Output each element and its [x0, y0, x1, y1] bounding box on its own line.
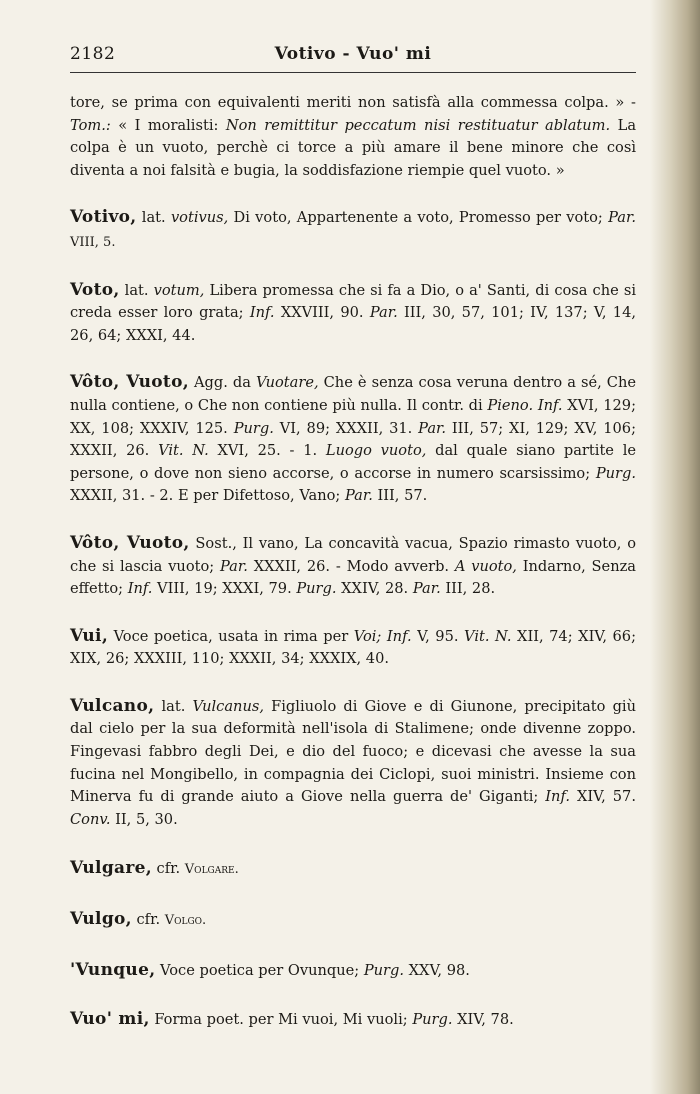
etymology: votivus, [170, 209, 229, 227]
reference: III, 57; XI, 129; XV, 106; XXXII, 26. [70, 419, 636, 460]
source-abbrev: Purg. [412, 1011, 453, 1029]
reference: XVI, 129; XX, 108; XXXIV, 125. [70, 396, 636, 437]
term: Voi; [353, 627, 382, 645]
reference: XXVIII, 90. [274, 304, 370, 322]
etymology: Vuotare, [255, 374, 319, 392]
source-abbrev: Inf. [127, 580, 153, 598]
source-abbrev: Inf. [545, 788, 570, 806]
source-abbrev: Inf. [249, 304, 275, 322]
source-abbrev: Inf. [537, 396, 563, 414]
source-abbrev: Par. [369, 304, 398, 322]
term: A vuoto, [454, 557, 517, 575]
reference: XXV, 98. [404, 961, 470, 979]
page-edge-shadow [650, 0, 700, 1094]
entry-vui [70, 625, 636, 671]
entry-vulcano [70, 695, 636, 832]
entry-voto-sostantivo [70, 532, 636, 601]
latin-quote: Non remittitur peccatum nisi restituatur ablatum. [225, 116, 611, 134]
source-abbrev: Par. [608, 209, 637, 227]
reference: XXXII, 26. - Modo avverb. [247, 557, 455, 575]
text-run: Di voto, Appartenente a voto, Promesso per voto; [228, 209, 609, 227]
entry-vulgo [70, 908, 636, 933]
reference: III, 28. [440, 580, 496, 598]
text-run: « I moralisti: [110, 116, 226, 134]
reference: III, 30, 57, 101; IV, 137; V, 14, 26, 64; XXXI, 44. [70, 304, 636, 344]
reference: VIII, 19; XXXI, 79. [152, 580, 297, 598]
text-run: Libera promessa che si fa a Dio, o a' Santi, di cosa che si creda esser loro grata; [70, 281, 636, 322]
header-rule [70, 72, 636, 73]
headword: Vôto, Vuoto, [70, 532, 190, 553]
reference: XXXII, 31. - 2. E per Difettoso, Vano; [70, 487, 345, 505]
reference: III, 57. [372, 487, 428, 505]
text-run: Forma poet. per Mi vuoi, Mi vuoli; [149, 1011, 413, 1029]
entry-votivo [70, 206, 636, 254]
source-abbrev: Purg. [233, 419, 274, 437]
running-head: Votivo - Vuo' mi [274, 44, 432, 64]
source-abbrev: Inf. [386, 627, 412, 645]
term: Luogo vuoto, [325, 442, 427, 460]
text-run: Sost., Il vano, La concavità vacua, Spazio rimasto vuoto, o che si lascia vuoto; [70, 534, 636, 575]
text-run: Che è senza cosa veruna dentro a sé, Che nulla contiene, o Che non contiene più nulla. Il contr. di [70, 374, 636, 414]
entry-voto-aggettivo [70, 371, 636, 508]
page-number: 2182 [70, 44, 116, 64]
entry-voto [70, 279, 636, 348]
text-run: Voce poetica per Ovunque; [155, 961, 364, 979]
reference: VIII, 5. [70, 234, 116, 250]
entry-vuomi [70, 1008, 636, 1032]
source-abbrev: Purg. [296, 580, 337, 598]
term: Pieno. [487, 396, 534, 414]
headword: Voto, [70, 279, 120, 300]
page-header [70, 44, 636, 74]
entry-vunque [70, 959, 636, 983]
text-run: dal quale siano partite le persone, o dove non sieno accorse, o accorse in numero scarsissimo; [70, 442, 636, 482]
source-abbrev: Vit. N. [464, 627, 512, 645]
source-abbrev: Tom.: [70, 116, 111, 134]
source-abbrev: Purg. [595, 464, 636, 482]
dictionary-column [70, 92, 636, 1032]
reference: XVI, 25. - 1. [208, 442, 326, 460]
text-run: lat. [136, 209, 171, 227]
etymology: votum, [153, 281, 205, 299]
text-run: cfr. [131, 911, 165, 929]
headword: Vuo' mi, [70, 1009, 150, 1030]
text-run: Figliuolo di Giove e di Giunone, precipitato giù dal cielo per la sua deformità nell'isola di Stalimene; onde divenne zoppo. Fingevasi fabbro degli Dei, e dio del fuoco; e dicevasi che avesse la sua fucina nel Mongibello, in compagnia dei Ciclopi, suoi ministri. Insieme con Minerva fu di grande aiuto a Giove nella guerra de' Giganti; [70, 697, 636, 806]
text-run: Voce poetica, usata in rima per [108, 627, 354, 645]
source-abbrev: Par. [344, 487, 373, 505]
source-abbrev: Par. [220, 557, 248, 575]
text-run: lat. [154, 697, 193, 715]
cross-reference: Volgare. [184, 862, 239, 878]
headword: Vui, [70, 625, 109, 646]
source-abbrev: Par. [418, 419, 447, 437]
reference: XII, 74; XIV, 66; XIX, 26; XXXIII, 110; XXXII, 34; XXXIX, 40. [70, 627, 636, 668]
source-abbrev: Par. [412, 580, 441, 598]
reference: V, 95. [411, 627, 465, 645]
text-run: tore, se prima con equivalenti meriti non satisfà alla commessa colpa. » - [70, 94, 636, 111]
reference: II, 5, 30. [110, 810, 178, 828]
headword: Vôto, Vuoto, [70, 372, 189, 393]
text-run: cfr. [151, 860, 185, 878]
reference: VI, 89; XXXII, 31. [273, 419, 419, 437]
text-run: lat. [119, 281, 154, 299]
source-abbrev: Purg. [363, 961, 405, 979]
continuation-paragraph [70, 92, 636, 182]
source-abbrev: Conv. [70, 810, 111, 828]
text-run: Agg. da [188, 374, 256, 392]
reference: XIV, 57. [569, 788, 636, 806]
reference: XXIV, 28. [336, 580, 413, 598]
headword: Vulcano, [70, 695, 155, 716]
headword: Votivo, [70, 207, 137, 228]
entry-vulgare [70, 857, 636, 882]
etymology: Vulcanus, [192, 697, 264, 715]
text-run: Indarno, Senza effetto; [70, 557, 636, 598]
source-abbrev: Vit. N. [158, 442, 209, 460]
reference: XIV, 78. [452, 1011, 514, 1029]
text-run: La colpa è un vuoto, perchè ci torce a più amare il bene minore che così diventa a noi falsità e bugia, la soddisfazione riempie quel vuoto. » [70, 116, 637, 179]
headword: 'Vunque, [70, 959, 156, 980]
headword: Vulgare, [70, 858, 152, 879]
cross-reference: Volgo. [164, 913, 207, 929]
headword: Vulgo, [70, 909, 132, 930]
